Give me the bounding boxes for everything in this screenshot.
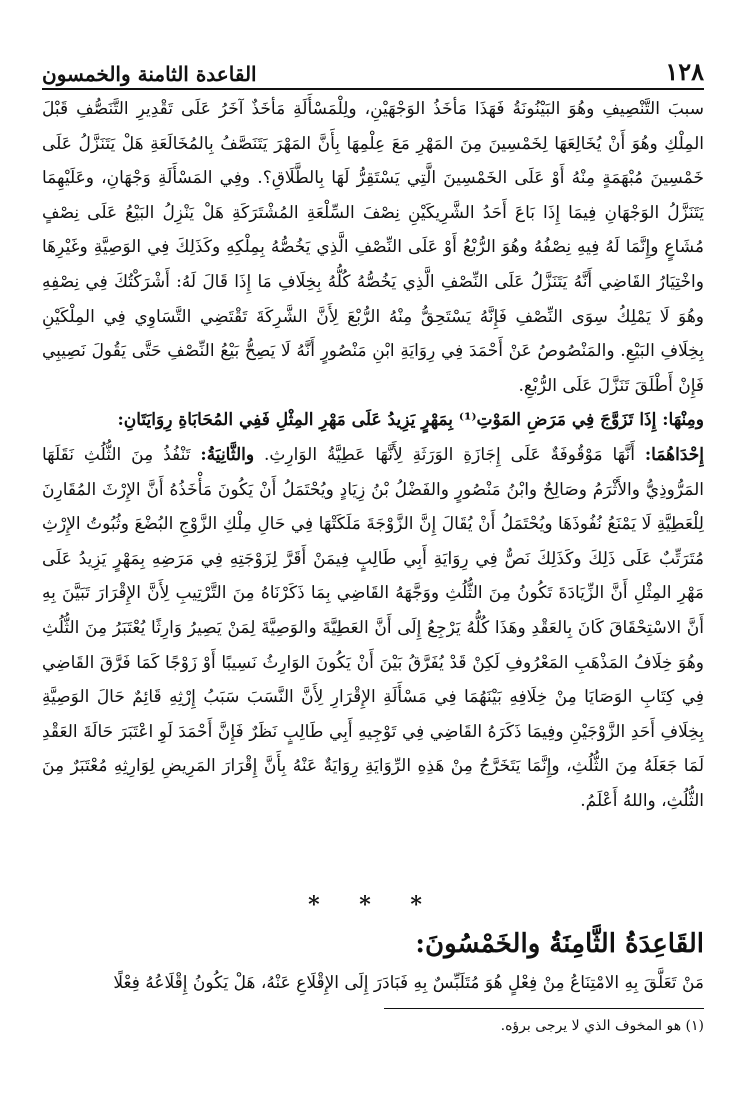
footnote: (١) هو المخوف الذي لا يرجى برؤه. — [500, 1018, 704, 1034]
main-body-text — [42, 92, 704, 862]
paragraph-shares: سببَ التَّنْصِيفِ وهُوَ البَيْنُونَةُ فَهَذَا مَأخَذُ الوَجْهَيْنِ، ولِلْمَسْأَلَةِ مَأخَذٌ آخَرُ عَلَى تَقْدِيرِ التَّنَصُّفِ قَبْلَ المِلْكِ وهُوَ أَنْ يُخَالِعَهَا لِخَمْسِينَ مِنَ المَهْرِ مَعَ عِلْمِهَا بِأَنَّ المَهْرَ يَتَنَصَّفُ بِالمُخَالَعَةِ هَلْ يَتَنَزَّلُ عَلَى خَمْسِينَ مُبْهَمَةٍ مِنْهُ أَوْ عَلَى الخَمْسِينَ الَّتِي يَسْتَقِرُّ لَهَا بِالطَّلَاقِ؟. وفِي المَسْأَلَةِ وَجْهَانِ، وعَلَيْهِمَا يَتَنَزَّلُ الوَجْهَانِ فِيمَا إِذَا بَاعَ أَحَدُ الشَّرِيكَيْنِ نِصْفَ السِّلْعَةِ المُشْتَرَكَةِ هَلْ يَنْزِلُ البَيْعُ عَلَى نِصْفٍ مُشَاعٍ وإِنَّمَا لَهُ فِيهِ نِصْفُهُ وهُوَ الرُّبْعُ أَوْ عَلَى النِّصْفِ الَّذِي يَخُصُّهُ بِمِلْكِهِ وكَذَلِكَ فِي الوَصِيَّةِ وغَيْرِهَا واخْتِيَارُ القَاضِي أَنَّهُ يَتَنَزَّلُ عَلَى النِّصْفِ الَّذِي يَخُصُّهُ كُلُّهُ بِخِلَافِ مَا إِذَا قَالَ لَهُ: أَشْرَكْتُكَ فِي نِصْفِهِ وهُوَ لَا يَمْلِكُ سِوَى النِّصْفِ فَإِنَّهُ يَسْتَحِقُّ مِنْهُ الرُّبْعَ لِأَنَّ الشَّرِكَةَ تَقْتَضِي التَّسَاوِي فِي المِلْكَيْنِ بِخِلَافِ البَيْعِ. والمَنْصُوصُ عَنْ أَحْمَدَ فِي رِوَايَةِ ابْنِ مَنْصُورٍ أَنَّهُ لَا يَصِحُّ بَيْعُ النِّصْفِ حَتَّى يَقُولَ نَصِيبِي فَإِنْ أَطْلَقَ تَنَزَّلَ عَلَى الرُّبْعِ. — [42, 99, 704, 396]
running-title: القاعدة الثامنة والخمسون — [42, 62, 257, 86]
paragraph-marriage-in-illness: ومِنْهَا: إِذَا تَزَوَّجَ فِي مَرَضِ المَوْتِ⁽¹⁾ بِمَهْرٍ يَزِيدُ عَلَى مَهْرِ المِثْلِ فَفِي المُحَابَاةِ رِوَايَتَانِ: — [117, 410, 704, 431]
header-rule — [42, 88, 704, 90]
paragraph-two-narrations — [42, 438, 704, 819]
second-narration-text: تَنْفُذُ مِنَ الثُّلُثِ نَقَلَهَا المَرُّوذِيُّ والأَثْرَمُ وصَالِحٌ وابْنُ مَنْصُورٍ والفَضْلُ بْنُ زِيَادٍ ويُحْتَمَلُ أَنْ يَكُونَ مَأْخَذُهُ أَنَّ الإِرْثَ المُقَارِنَ لِلْعَطِيَّةِ لَا يَمْنَعُ نُفُوذَهَا ويُحْتَمَلُ أَنْ يُقَالَ إِنَّ الزَّوْجَةَ مَلَكَتْهَا فِي حَالِ مِلْكِ الزَّوْجِ البُضْعَ وثُبُوتُ الإِرْثِ مُتَرَتِّبٌ عَلَى ذَلِكَ وكَذَلِكَ نَصٌّ فِي رِوَايَةِ أَبِي طَالِبٍ فِيمَنْ أَقَرَّ لِزَوْجَتِهِ فِي مَرَضِهِ بِمَهْرٍ يَزِيدُ عَلَى مَهْرِ المِثْلِ أَنَّ الزِّيَادَةَ تَكُونُ مِنَ الثُّلُثِ ووَجَّهَهُ القَاضِي بِمَا ذَكَرْنَاهُ مِنَ التَّرْتِيبِ لِأَنَّ الإِقْرَارَ تَبَيَّنَ بِهِ أَنَّ الاسْتِحْقَاقَ كَانَ بِالعَقْدِ وهَذَا كُلُّهُ يَرْجِعُ إِلَى أَنَّ العَطِيَّةَ والوَصِيَّةَ لِمَنْ يَصِيرُ وَارِثًا يُعْتَبَرُ مِنَ الثُّلُثِ وهُوَ خِلَافُ المَذْهَبِ المَعْرُوفِ لَكِنْ قَدْ يُفَرَّقُ بَيْنَ أَنْ يَكُونَ الوَارِثُ نَسِيبًا أَوْ زَوْجًا كَمَا فَرَّقَ القَاضِي فِي كِتَابِ الوَصَايَا مِنْ خِلَافِهِ بَيْنَهُمَا فِي مَسْأَلَةِ الإِقْرَارِ لِأَنَّ النَّسَبَ سَبَبُ إِرْثِهِ قَائِمٌ حَالَ الوَصِيَّةِ بِخِلَافِ أَحَدِ الزَّوْجَيْنِ وفِيمَا ذَكَرَهُ القَاضِي فِي تَوْجِيهِ أَبِي طَالِبٍ نَظَرٌ فَإِنَّ أَحْمَدَ لَوِ اعْتَبَرَ حَالَةَ العَقْدِ لَمَا جَعَلَهُ مِنَ الثُّلُثِ، وإِنَّمَا يَتَخَرَّجُ مِنْ هَذِهِ الرِّوَايَةِ رِوَايَةٌ عَنْهُ بِأَنَّ إِقْرَارَ المَرِيضِ لِوَارِثِهِ مُعْتَبَرٌ مِنَ الثُّلُثِ، واللهُ أَعْلَمُ. — [42, 444, 704, 811]
second-narration-label: والثَّانِيَةُ: — [200, 444, 255, 465]
section-first-line: مَنْ تَعَلَّقَ بِهِ الامْتِنَاعُ مِنْ فِعْلٍ هُوَ مُتَلَبِّسٌ بِهِ فَبَادَرَ إِلَى الإِقْلَاعِ عَنْهُ، هَلْ يَكُونُ إِقْلَاعُهُ فِعْلًا — [113, 973, 704, 993]
first-narration-text: أَنَّهَا مَوْقُوفَةٌ عَلَى إِجَازَةِ الوَرَثَةِ لِأَنَّهَا عَطِيَّةُ الوَارِثِ. — [254, 444, 645, 465]
section-separator: * * * — [308, 892, 438, 918]
first-narration-label: إِحْدَاهُمَا: — [644, 444, 704, 465]
page-header — [42, 48, 704, 86]
footnote-rule — [384, 1008, 704, 1009]
page-number: ١٢٨ — [665, 57, 704, 86]
section-heading: القَاعِدَةُ الثَّامِنَةُ والخَمْسُونَ: — [415, 929, 704, 959]
